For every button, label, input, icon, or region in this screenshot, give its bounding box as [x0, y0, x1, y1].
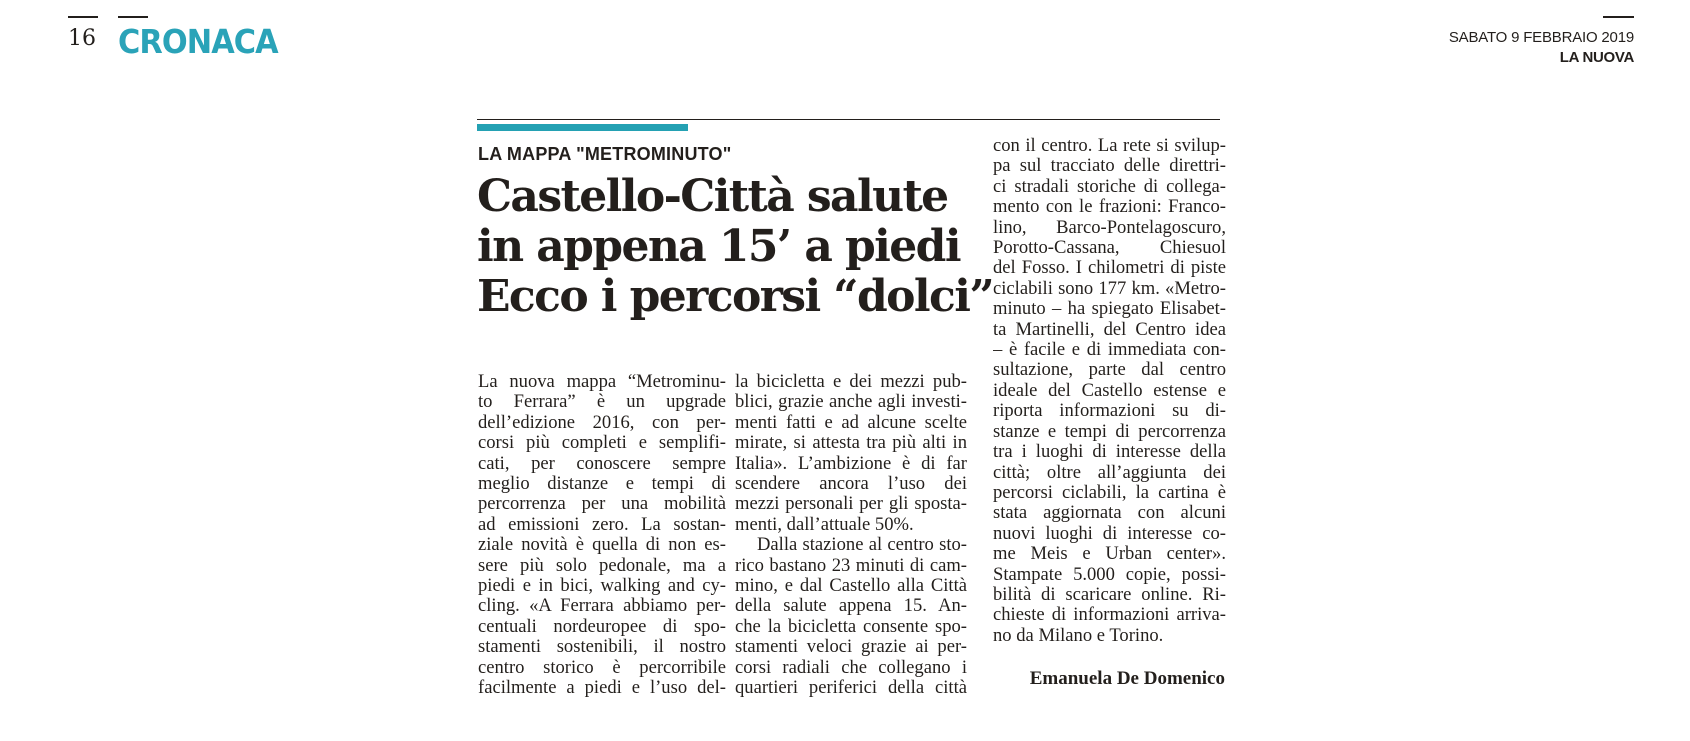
issue-date: SABATO 9 FEBBRAIO 2019: [1448, 29, 1634, 46]
text-line: stamenti sostenibili, il nostro: [478, 637, 726, 658]
text-line: città; oltre all’aggiunta dei: [993, 462, 1226, 483]
text-line: me Meis e Urban center».: [993, 544, 1226, 565]
text-line: mezzi personali per gli sposta-: [735, 494, 967, 515]
text-line: dell’edizione 2016, con per-: [478, 412, 726, 433]
text-line: della salute appena 15. An-: [735, 596, 967, 617]
text-line: cati, per conoscere sempre: [478, 453, 726, 474]
text-line: ziale novità è quella di non es-: [478, 535, 726, 556]
text-line: menti fatti e ad alcune scelte: [735, 412, 967, 433]
text-line: bilità di scaricare online. Ri-: [993, 584, 1226, 605]
text-line: che la bicicletta consente spo-: [735, 616, 967, 637]
text-line: sultazione, parte dal centro: [993, 360, 1226, 381]
headline-line: Ecco i percorsi “dolci”: [477, 271, 994, 322]
text-line: facilmente a piedi e l’uso del-: [478, 678, 726, 699]
text-line: percorrenza per una mobilità: [478, 494, 726, 515]
text-line: quartieri periferici della città: [735, 678, 967, 699]
text-line: ta Martinelli, del Centro idea: [993, 319, 1226, 340]
page-number-rule: [68, 16, 98, 18]
text-line: no da Milano e Torino.: [993, 625, 1164, 646]
text-line: chieste di informazioni arriva-: [993, 605, 1226, 626]
article-kicker: LA MAPPA "METROMINUTO": [478, 144, 732, 164]
text-line: rico bastano 23 minuti di cam-: [735, 555, 967, 576]
text-line: del Fosso. I chilometri di piste: [993, 258, 1226, 279]
article-headline: [477, 172, 997, 322]
text-line: scendere ancora l’uso dei: [735, 474, 967, 495]
text-line: Italia». L’ambizione è di far: [735, 453, 967, 474]
text-line: stata aggiornata con alcuni: [993, 503, 1226, 524]
section-rule: [118, 16, 148, 18]
article-byline: Emanuela De Domenico: [1029, 668, 1225, 689]
text-line: pa sul tracciato delle direttri-: [993, 156, 1226, 177]
text-line: – è facile e di immediata con-: [993, 340, 1226, 361]
text-line: ci stradali storiche di collega-: [993, 176, 1226, 197]
text-line: centuali nordeuropee di spo-: [478, 616, 726, 637]
text-line: menti, dall’attuale 50%.: [735, 514, 914, 535]
text-line: blici, grazie anche agli investi-: [735, 392, 967, 413]
text-line: stanze e tempi di percorrenza: [993, 421, 1226, 442]
text-line: stamenti veloci grazie ai per-: [735, 637, 967, 658]
text-line: ad emissioni zero. La sostan-: [478, 514, 726, 535]
text-line: Dalla stazione al centro sto-: [757, 535, 967, 556]
text-line: ideale del Castello estense e: [993, 380, 1226, 401]
text-line: nuovi luoghi di interesse co-: [993, 523, 1226, 544]
text-line: minuto – ha spiegato Elisabet-: [993, 299, 1226, 320]
text-line: cling. «A Ferrara abbiamo per-: [478, 596, 726, 617]
article-column-3: [993, 136, 1226, 646]
text-line: corsi radiali che collegano i: [735, 657, 967, 678]
text-line: sere più solo pedonale, ma a: [478, 555, 726, 576]
article-accent-bar: [477, 124, 688, 131]
text-line: la bicicletta e dei mezzi pub-: [735, 372, 967, 392]
article-column-2: [735, 372, 967, 699]
text-line: meglio distanze e tempi di: [478, 474, 726, 495]
newspaper-name: LA NUOVA: [1559, 49, 1634, 66]
article-top-rule: [477, 119, 1220, 120]
text-line: riporta informazioni su di-: [993, 401, 1226, 422]
text-line: ciclabili sono 177 km. «Metro-: [993, 278, 1226, 299]
text-line: con il centro. La rete si svilup-: [993, 136, 1226, 156]
text-line: mino, e dal Castello alla Città: [735, 576, 967, 597]
text-line: piedi e in bici, walking and cy-: [478, 576, 726, 597]
article-column-1: [478, 372, 726, 699]
text-line: lino, Barco-Pontelagoscuro,: [993, 217, 1226, 238]
text-line: tra i luoghi di interesse della: [993, 442, 1226, 463]
text-line: corsi più completi e semplifi-: [478, 433, 726, 454]
text-line: Stampate 5.000 copie, possi-: [993, 564, 1226, 585]
text-line: mento con le frazioni: Franco-: [993, 197, 1226, 218]
text-line: Porotto-Cassana, Chiesuol: [993, 238, 1226, 259]
text-line: percorsi ciclabili, la cartina è: [993, 482, 1226, 503]
text-line: mirate, si attesta tra più alti in: [735, 433, 967, 454]
date-rule: [1603, 16, 1634, 18]
section-title: CRONACA: [118, 22, 278, 61]
headline-line: in appena 15’ a piedi: [477, 221, 960, 272]
text-line: La nuova mappa “Metrominu-: [478, 372, 726, 392]
page-number: 16: [68, 26, 96, 51]
headline-line: Castello-Città salute: [477, 171, 948, 222]
text-line: to Ferrara” è un upgrade: [478, 392, 726, 413]
text-line: centro storico è percorribile: [478, 657, 726, 678]
